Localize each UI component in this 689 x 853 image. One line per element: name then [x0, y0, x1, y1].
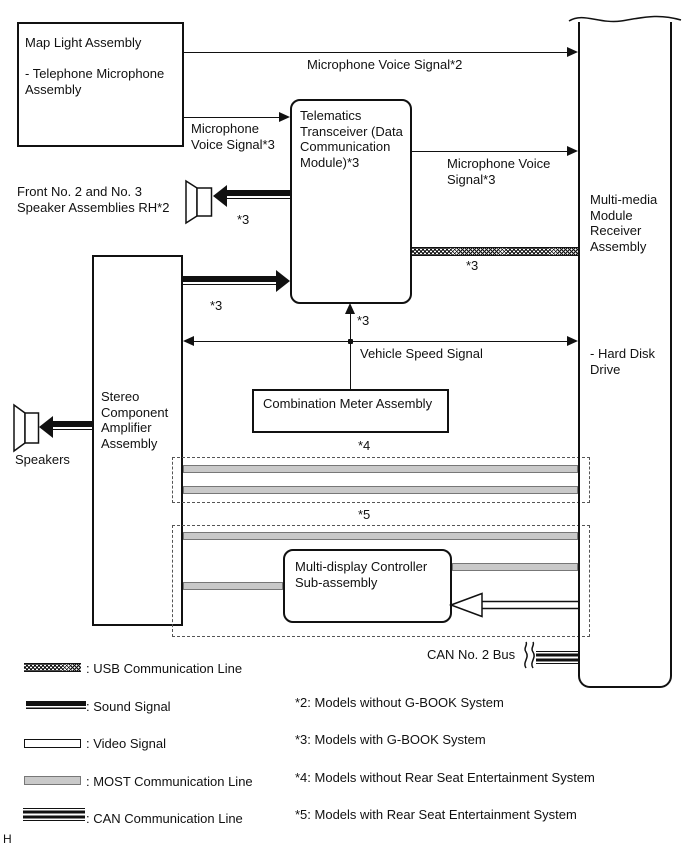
legend-video-label: : Video Signal [86, 736, 166, 751]
legend-usb-swatch [24, 663, 81, 672]
most-line [183, 465, 578, 473]
vehicle-speed-label: Vehicle Speed Signal [360, 346, 483, 361]
star4-annotation: *4 [358, 438, 371, 453]
star3-annotation: *3 [237, 212, 250, 227]
torn-edge-icon [569, 9, 681, 31]
speed-branch-up [350, 313, 351, 341]
legend-can-swatch [23, 808, 85, 821]
vehicle-speed-line [194, 341, 567, 342]
sound-arrowhead-right [276, 270, 290, 292]
arrowhead-right [567, 47, 578, 57]
legend-video-swatch [24, 739, 81, 748]
sound-line [53, 421, 92, 427]
sound-line [226, 190, 290, 196]
legend-most-label: : MOST Communication Line [86, 774, 253, 789]
usb-line [412, 247, 578, 256]
sound-line [183, 276, 277, 282]
telematics-label: Telematics Transceiver (Data Communication Module)*3 [300, 108, 403, 170]
sound-arrowhead-left [213, 185, 227, 207]
speed-branch-down [350, 341, 351, 389]
video-signal-arrow [449, 589, 580, 620]
star3-annotation: *3 [357, 313, 370, 328]
multi-display-label: Multi-display Controller Sub-assembly [295, 559, 428, 590]
note-star3: *3: Models with G-BOOK System [295, 732, 486, 747]
star3-annotation: *3 [466, 258, 479, 273]
most-line [452, 563, 578, 571]
mic-voice-3-line-left [184, 117, 281, 118]
note-star5: *5: Models with Rear Seat Entertainment System [295, 807, 577, 822]
page-marker: H [3, 832, 12, 846]
can-bus-line [536, 651, 578, 664]
can-bus-label: CAN No. 2 Bus [427, 647, 516, 662]
dashed-group-4 [172, 457, 590, 503]
arrowhead-right [567, 336, 578, 346]
legend-most-swatch [24, 776, 81, 785]
mic-voice-3-label-right: Microphone Voice Signal*3 [447, 156, 551, 187]
amplifier-label: Stereo Component Amplifier Assembly [101, 389, 169, 451]
star3-annotation: *3 [210, 298, 223, 313]
map-light-subtitle: - Telephone Microphone Assembly [25, 66, 165, 97]
speakers-label: Speakers [15, 452, 70, 467]
mic-voice-2-line [184, 52, 572, 53]
most-line [183, 532, 578, 540]
note-star2: *2: Models without G-BOOK System [295, 695, 504, 710]
mic-voice-3-label-left: Microphone Voice Signal*3 [191, 121, 275, 152]
legend-sound-swatch [26, 701, 86, 709]
sound-arrowhead-left [39, 416, 53, 438]
front-speakers-label: Front No. 2 and No. 3 Speaker Assemblies RH*2 [17, 184, 170, 215]
receiver-title: Multi-media Module Receiver Assembly [590, 192, 658, 254]
arrowhead-right [567, 146, 578, 156]
meter-label: Combination Meter Assembly [263, 396, 433, 411]
receiver-subtitle: - Hard Disk Drive [590, 346, 656, 377]
mic-voice-2-label: Microphone Voice Signal*2 [307, 57, 463, 72]
map-light-title: Map Light Assembly [25, 35, 142, 50]
mic-voice-3-line-right [412, 151, 569, 152]
legend-can-label: : CAN Communication Line [86, 811, 243, 826]
legend-usb-label: : USB Communication Line [86, 661, 243, 676]
speaker-icon [13, 404, 40, 452]
sound-line-shadow [53, 429, 92, 430]
most-line [183, 486, 578, 494]
arrowhead-up [345, 303, 355, 314]
legend-sound-label: : Sound Signal [86, 699, 171, 714]
sound-line-shadow [183, 284, 277, 285]
most-line [183, 582, 283, 590]
note-star4: *4: Models without Rear Seat Entertainment System [295, 770, 595, 785]
star5-annotation: *5 [358, 507, 371, 522]
arrowhead-left [183, 336, 194, 346]
sound-line-shadow [226, 198, 290, 199]
